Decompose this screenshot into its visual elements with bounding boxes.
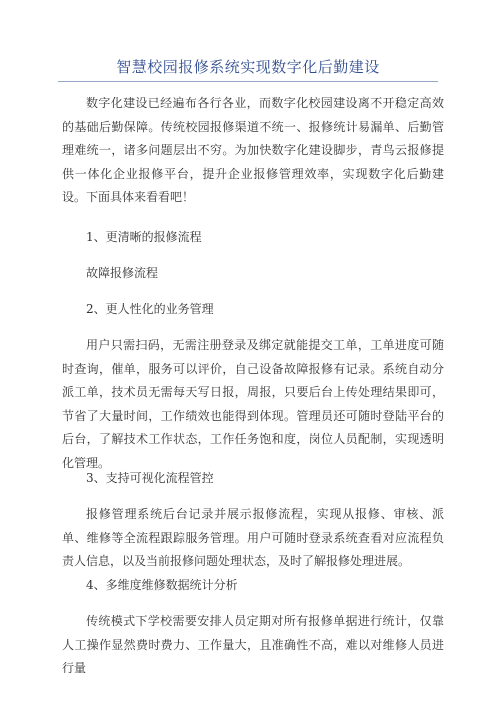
section-4-paragraph: 传统模式下学校需要安排人员定期对所有报修单据进行统计，仅靠人工操作显然费时费力、工作量大，且准确性不高，难以对维修人员进行量 [62, 614, 444, 676]
section-heading-2: 2、更人性化的业务管理 [86, 302, 214, 316]
section-heading-3: 3、支持可视化流程管控 [86, 471, 214, 485]
section-3-paragraph: 报修管理系统后台记录并展示报修流程，实现从报修、审核、派单、维修等全流程跟踪服务管理。用户可随时登录系统查看对应流程负责人信息，以及当前报修问题处理状态，及时了解报修处理进展。 [62, 507, 444, 569]
document-title: 智慧校园报修系统实现数字化后勤建设 [116, 58, 380, 76]
section-heading-1: 1、更清晰的报修流程 [86, 230, 202, 244]
section-1-subheading: 故障报修流程 [86, 266, 159, 280]
intro-paragraph: 数字化建设已经遍布各行各业，而数字化校园建设离不开稳定高效的基础后勤保障。传统校园报修渠道不统一、报修统计易漏单、后勤管理难统一，诸多问题层出不穷。为加快数字化建设脚步，青鸟云报修提供一体化企业报修平台，提升企业报修管理效率，实现数字化后勤建设。下面具体来看看吧！ [62, 96, 444, 205]
title-divider [58, 81, 438, 82]
section-2-paragraph: 用户只需扫码，无需注册登录及绑定就能提交工单，工单进度可随时查询，催单，服务可以评价，自己设备故障报修有记录。系统自动分派工单，技术员无需每天写日报，周报，只要后台上传处理结果即可，节省了大量时间，工作绩效也能得到体现。管理员还可随时登陆平台的后台，了解技术工作状态，工作任务饱和度，岗位人员配制，实现透明化管理。 [62, 338, 444, 470]
section-heading-4: 4、多维度维修数据统计分析 [86, 578, 238, 592]
